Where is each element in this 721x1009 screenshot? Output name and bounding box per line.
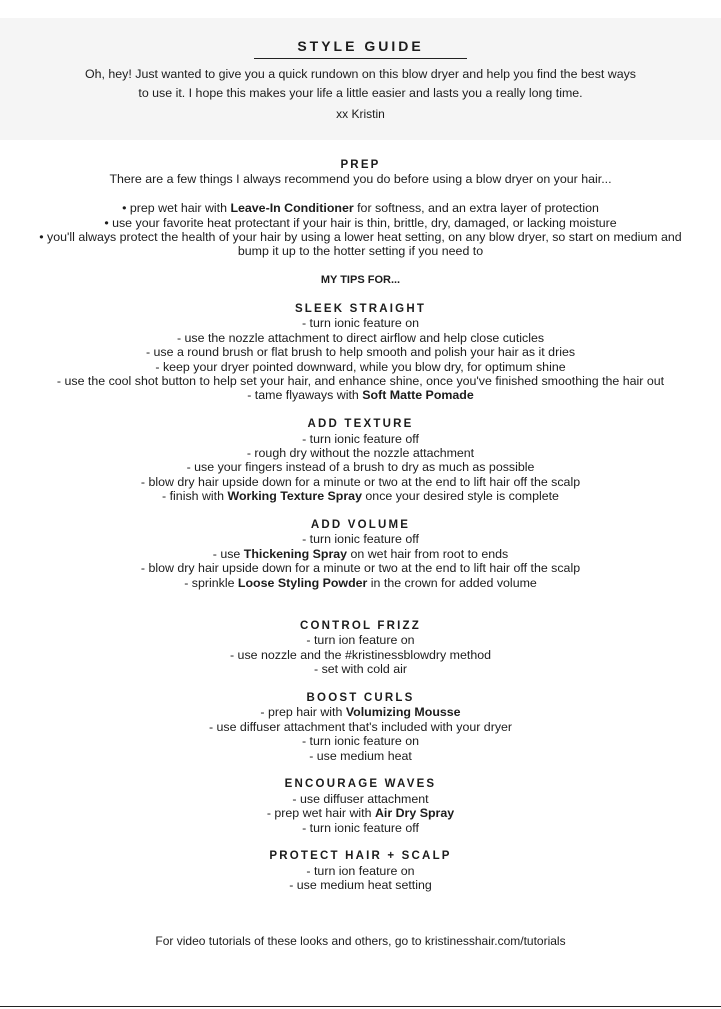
section-heading: ADD VOLUME — [310, 519, 411, 532]
tip-line: - turn ionic feature off — [302, 532, 419, 547]
tip-line: - blow dry hair upside down for a minute or two at the end to lift hair off the scalp — [140, 474, 581, 489]
add-volume-section — [0, 518, 721, 590]
tip-line: - turn ion feature on — [306, 633, 415, 648]
intro-line-2: to use it. I hope this makes your life a little easier and lasts you a really long time. — [138, 86, 583, 100]
prep-bullet: • use your favorite heat protectant if your hair is thin, brittle, dry, damaged, or lacking moisture — [104, 215, 617, 230]
section-heading: CONTROL FRIZZ — [299, 619, 421, 632]
tip-line: - blow dry hair upside down for a minute or two at the end to lift hair off the scalp — [140, 561, 581, 576]
sleek-straight-section — [0, 302, 721, 403]
tip-line: - turn ionic feature on — [301, 316, 420, 331]
tip-line: - use your fingers instead of a brush to dry as much as possible — [186, 460, 535, 475]
tip-line: - turn ionic feature on — [301, 734, 420, 749]
signature: xx Kristin — [336, 107, 385, 121]
section-heading: PREP — [340, 159, 381, 171]
tip-line: - rough dry without the nozzle attachment — [246, 446, 475, 461]
tip-line: - turn ionic feature off — [302, 431, 419, 446]
boost-curls-section — [0, 691, 721, 763]
prep-section — [0, 158, 721, 259]
section-heading: SLEEK STRAIGHT — [294, 303, 427, 316]
section-heading: ADD TEXTURE — [307, 418, 414, 431]
tip-line: - use the nozzle attachment to direct airflow and help close cuticles — [176, 330, 545, 345]
tip-line: - use diffuser attachment that's included with your dryer — [208, 719, 513, 734]
page-title: STYLE GUIDE — [297, 38, 424, 54]
intro-text — [0, 65, 721, 103]
control-frizz-section — [0, 619, 721, 677]
prep-bullet: • prep wet hair with Leave-In Conditioner for softness, and an extra layer of protection — [122, 201, 599, 216]
tip-line: - use nozzle and the #kristinessblowdry method — [229, 647, 492, 662]
tip-line: - use medium heat — [309, 748, 412, 763]
tip-line: - use a round brush or flat brush to help smooth and polish your hair as it dries — [145, 345, 576, 360]
tip-line: - turn ion feature on — [306, 863, 415, 878]
tip-line: - use Thickening Spray on wet hair from root to ends — [212, 546, 509, 561]
prep-bullet: • you'll always protect the health of your hair by using a lower heat setting, on any blow dryer, so start on medium and bump it up to the hotter setting if you need to — [39, 230, 682, 259]
section-heading: BOOST CURLS — [306, 691, 415, 704]
footer-tutorials-note: For video tutorials of these looks and others, go to kristinesshair.com/tutorials — [155, 934, 566, 948]
encourage-waves-section — [0, 777, 721, 835]
tip-line: - sprinkle Loose Styling Powder in the crown for added volume — [184, 575, 537, 590]
intro-line-1: Oh, hey! Just wanted to give you a quick rundown on this blow dryer and help you find the best ways — [84, 67, 636, 81]
title-underline — [254, 58, 467, 59]
tip-line: - turn ionic feature off — [302, 820, 419, 835]
protect-hair-scalp-section — [0, 849, 721, 892]
tip-line: - finish with Working Texture Spray once your desired style is complete — [162, 489, 559, 504]
tip-line: - use diffuser attachment — [292, 791, 429, 806]
intro-banner — [0, 18, 721, 140]
section-heading: ENCOURAGE WAVES — [284, 778, 437, 791]
section-heading: PROTECT HAIR + SCALP — [269, 850, 452, 863]
tip-line: - set with cold air — [314, 662, 407, 677]
tip-line: - prep hair with Volumizing Mousse — [260, 705, 461, 720]
tip-line: - use the cool shot button to help set your hair, and enhance shine, once you've finished smoothing the hair out — [56, 374, 665, 389]
tip-line: - use medium heat setting — [289, 878, 432, 893]
tip-line: - keep your dryer pointed downward, while you blow dry, for optimum shine — [155, 359, 566, 374]
tip-line: - tame flyaways with Soft Matte Pomade — [247, 388, 474, 403]
page-bottom-rule — [0, 1006, 721, 1007]
tip-line: - prep wet hair with Air Dry Spray — [266, 806, 455, 821]
tips-heading: MY TIPS FOR... — [320, 274, 401, 287]
guide-content — [0, 158, 721, 893]
add-texture-section — [0, 417, 721, 503]
prep-lead: There are a few things I always recommend you do before using a blow dryer on your hair... — [109, 172, 612, 187]
